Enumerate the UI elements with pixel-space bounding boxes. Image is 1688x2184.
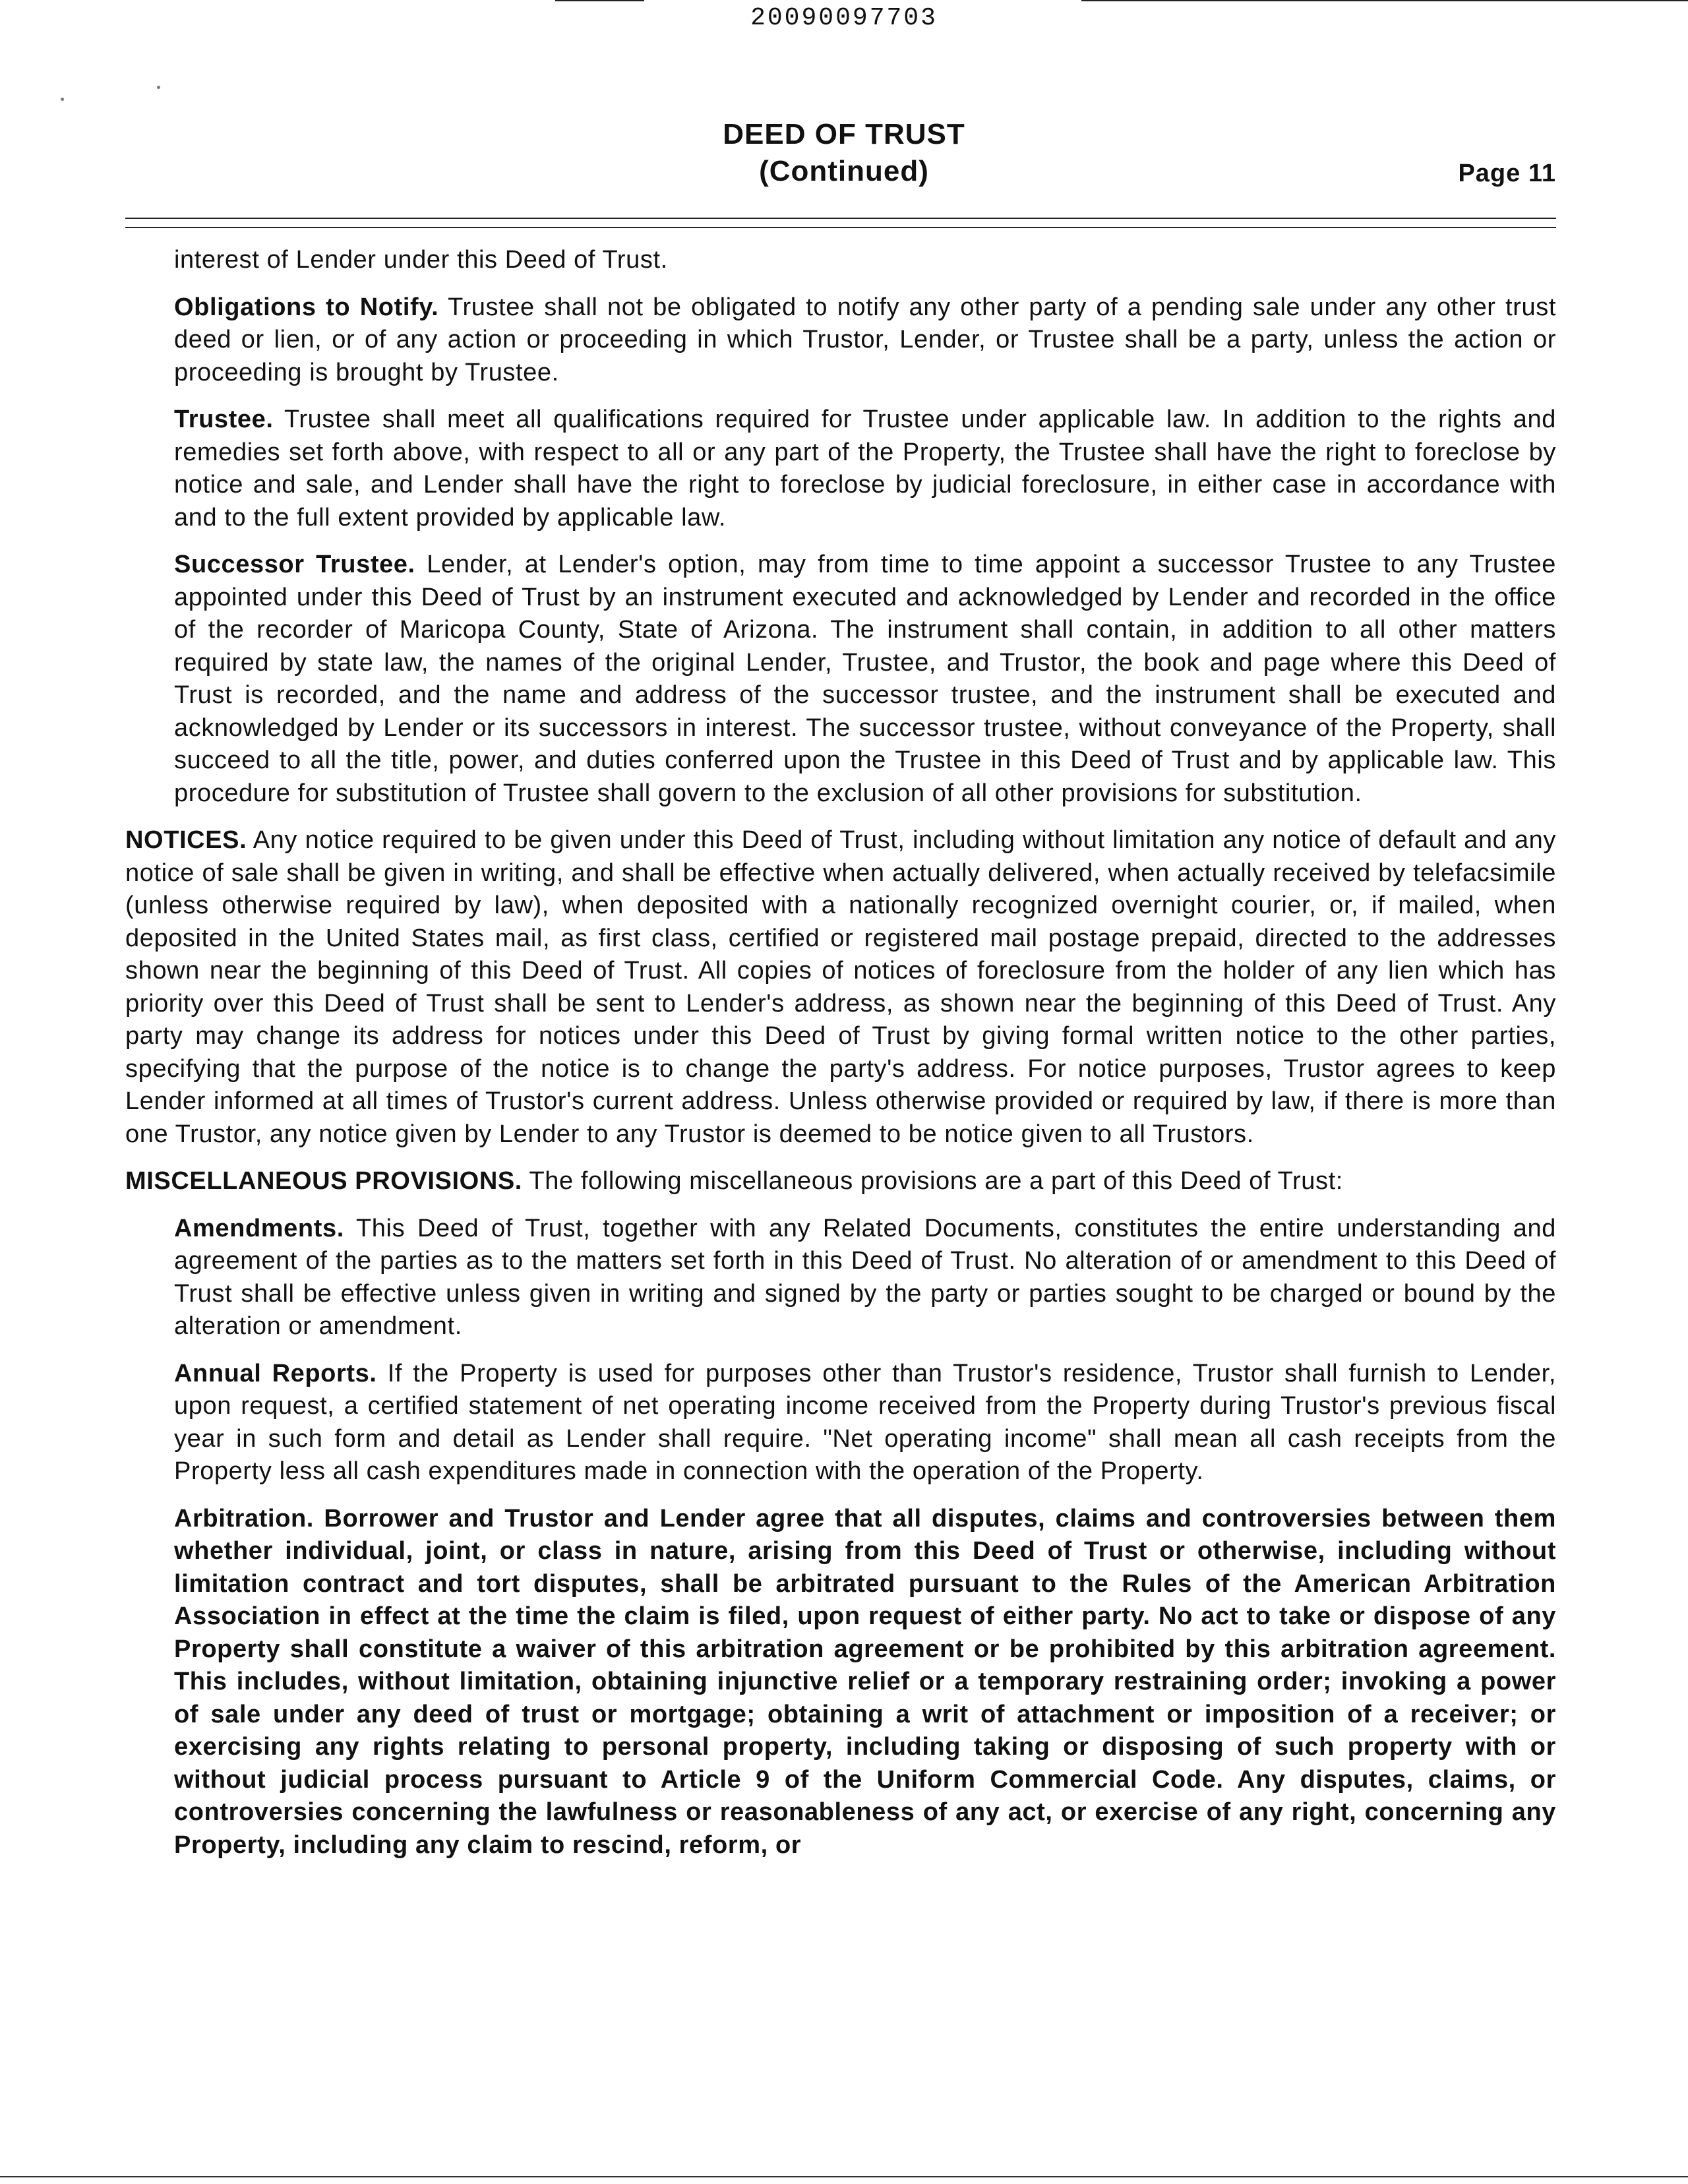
page-number: Page 11 — [1458, 160, 1556, 187]
continuation-paragraph: interest of Lender under this Deed of Trust. — [174, 246, 668, 274]
scan-speck — [61, 98, 64, 101]
scan-speck — [157, 86, 160, 89]
notices-section — [125, 824, 1556, 1151]
section-heading: NOTICES. — [125, 826, 247, 854]
section-text: Lender, at Lender's option, may from time to time appoint a successor Trustee to any Trustee appointed under this Deed of Trust by an instrument executed and acknowledged by Lender and recorded in the office of the recorder of Maricopa County, State of Arizona. The instrument shall contain, in addition to all other matters required by state law, the names of the original Lender, Trustee, and Trustor, the book and page where this Deed of Trust is recorded, and the name and address of the successor trustee, and the instrument shall be executed and acknowledged by Lender or its successors in interest. The successor trustee, without conveyance of the Property, shall succeed to all the title, power, and duties conferred upon the Trustee in this Deed of Trust and by applicable law. This procedure for substitution of Trustee shall govern to the exclusion of all other provisions for substitution. — [174, 551, 1556, 807]
document-title: DEED OF TRUST — [723, 118, 965, 150]
top-rule-right — [1081, 0, 1688, 1]
section-text: Trustee shall meet all qualifications required for Trustee under applicable law. In addition to the rights and remedies set forth above, with respect to all or any part of the Property, the Trustee shall have the right to foreclose by notice and sale, and Lender shall have the right to foreclose by judicial foreclosure, in either case in accordance with and to the full extent provided by applicable law. — [174, 406, 1556, 531]
trustee-section — [125, 404, 1556, 534]
section-text: Trustee shall not be obligated to notify any other party of a pending sale under any other trust deed or lien, or of any action or proceeding in which Trustor, Lender, or Trustee shall be a party, unless the action or proceeding is brought by Trustee. — [174, 293, 1556, 386]
miscellaneous-provisions-section — [125, 1165, 1556, 1198]
section-heading: Successor Trustee. — [174, 551, 415, 578]
successor-trustee-section — [125, 549, 1556, 810]
recording-number: 20090097703 — [750, 4, 938, 32]
section-heading: Obligations to Notify. — [174, 293, 439, 321]
amendments-section — [125, 1213, 1556, 1343]
section-text: The following miscellaneous provisions are a part of this Deed of Trust: — [529, 1167, 1343, 1195]
bottom-rule — [0, 2176, 1688, 2177]
header-rule-top — [125, 218, 1556, 219]
section-text: Any notice required to be given under this Deed of Trust, including without limitation any notice of default and any notice of sale shall be given in writing, and shall be effective when actually delivered, when actually received by telefacsimile (unless otherwise required by law), when deposited with a nationally recognized overnight courier, or, if mailed, when deposited in the United States mail, as first class, certified or registered mail postage prepaid, directed to the addresses shown near the beginning of this Deed of Trust. All copies of notices of foreclosure from the holder of any lien which has priority over this Deed of Trust shall be sent to Lender's address, as shown near the beginning of this Deed of Trust. Any party may change its address for notices under this Deed of Trust by giving formal written notice to the other parties, specifying that the purpose of the notice is to change the party's address. For notice purposes, Trustor agrees to keep Lender informed at all times of Trustor's current address. Unless otherwise provided or required by law, if there is more than one Trustor, any notice given by Lender to any Trustor is deemed to be notice given to all Trustors. — [125, 826, 1556, 1148]
section-heading: MISCELLANEOUS PROVISIONS. — [125, 1167, 522, 1195]
arbitration-section — [125, 1503, 1556, 1862]
section-text: Borrower and Trustor and Lender agree that all disputes, claims and controversies between them whether individual, joint, or class in nature, arising from this Deed of Trust or otherwise, including without limitation contract and tort disputes, shall be arbitrated pursuant to the Rules of the American Arbitration Association in effect at the time the claim is filed, upon request of either party. No act to take or dispose of any Property shall constitute a waiver of this arbitration agreement or be prohibited by this arbitration agreement. This includes, without limitation, obtaining injunctive relief or a temporary restraining order; invoking a power of sale under any deed of trust or mortgage; obtaining a writ of attachment or imposition of a receiver; or exercising any rights relating to personal property, including taking or disposing of such property with or without judicial process pursuant to Article 9 of the Uniform Commercial Code. Any disputes, claims, or controversies concerning the lawfulness or reasonableness of any act, or exercise of any right, concerning any Property, including any claim to rescind, reform, or — [174, 1504, 1556, 1859]
document-subtitle: (Continued) — [759, 155, 929, 187]
top-rule-left — [555, 0, 644, 1]
section-heading: Amendments. — [174, 1214, 344, 1242]
header-rule-bottom — [125, 227, 1556, 228]
section-text: This Deed of Trust, together with any Related Documents, constitutes the entire understanding and agreement of the parties as to the matters set forth in this Deed of Trust. No alteration of or amendment to this Deed of Trust shall be effective unless given in writing and signed by the party or parties sought to be charged or bound by the alteration or amendment. — [174, 1214, 1556, 1340]
annual-reports-section — [125, 1358, 1556, 1488]
obligations-to-notify-section — [125, 291, 1556, 390]
section-heading: Arbitration. — [174, 1504, 314, 1532]
section-heading: Annual Reports. — [174, 1359, 377, 1387]
section-heading: Trustee. — [174, 406, 274, 433]
section-text: If the Property is used for purposes other than Trustor's residence, Trustor shall furnish to Lender, upon request, a certified statement of net operating income received from the Property during Trustor's previous fiscal year in such form and detail as Lender shall require. "Net operating income" shall mean all cash receipts from the Property less all cash expenditures made in connection with the operation of the Property. — [174, 1359, 1556, 1485]
document-body — [125, 244, 1556, 1876]
